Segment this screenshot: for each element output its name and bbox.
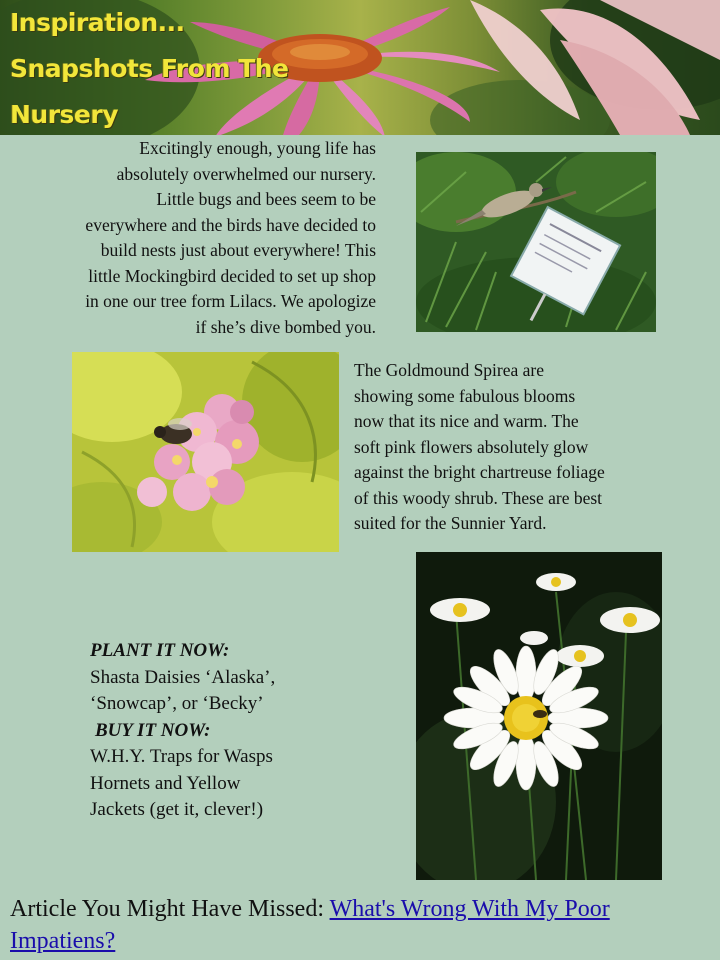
intro-line: Excitingly enough, young life has	[139, 138, 376, 158]
intro-line: in one our tree form Lilacs. We apologize	[85, 291, 376, 311]
spirea-line: against the bright chartreuse foliage	[354, 462, 605, 482]
article-prefix: Article You Might Have Missed:	[10, 896, 330, 922]
plant-tip-line: ‘Snowcap’, or ‘Becky’	[90, 693, 264, 714]
plant-tip-line: Shasta Daisies ‘Alaska’,	[90, 666, 276, 688]
mockingbird-photo	[416, 152, 656, 332]
page-title-line-2: Snapshots From The	[10, 54, 289, 83]
spirea-line: of this woody shrub. These are best	[354, 487, 603, 508]
intro-line: everywhere and the birds have decided to	[85, 214, 376, 235]
spirea-paragraph	[354, 358, 674, 537]
article-link[interactable]: What's Wrong With My Poor Impatiens?	[10, 896, 610, 954]
buy-tip-line: W.H.Y. Traps for Wasps	[90, 746, 273, 767]
intro-line: build nests just about everywhere! This	[100, 240, 376, 260]
spirea-line: soft pink flowers absolutely glow	[354, 436, 589, 457]
buy-tip-line: Hornets and Yellow	[90, 772, 241, 794]
buy-tip-line: Jackets (get it, clever!)	[90, 799, 264, 820]
page-title-line-1: Inspiration...	[10, 8, 185, 37]
shasta-daisy-photo	[416, 552, 662, 880]
spirea-line: showing some fabulous blooms	[354, 385, 576, 406]
spirea-line: now that its nice and warm. The	[354, 411, 579, 431]
goldmound-spirea-photo	[72, 352, 339, 552]
spirea-line: suited for the Sunnier Yard.	[354, 513, 547, 533]
intro-line: if she’s dive bombed you.	[195, 316, 376, 337]
intro-paragraph	[10, 136, 376, 340]
intro-line: little Mockingbird decided to set up shop	[88, 265, 376, 286]
page-title-line-3: Nursery	[10, 100, 119, 129]
spirea-line: The Goldmound Spirea are	[354, 360, 545, 380]
intro-line: absolutely overwhelmed our nursery.	[116, 163, 376, 184]
article-recommendation	[10, 893, 710, 957]
buy-it-now-heading: BUY IT NOW:	[95, 719, 211, 741]
intro-line: Little bugs and bees seem to be	[156, 189, 376, 209]
plant-it-now-heading: PLANT IT NOW:	[90, 640, 230, 661]
tips-block	[90, 638, 370, 824]
header-banner	[0, 0, 720, 135]
